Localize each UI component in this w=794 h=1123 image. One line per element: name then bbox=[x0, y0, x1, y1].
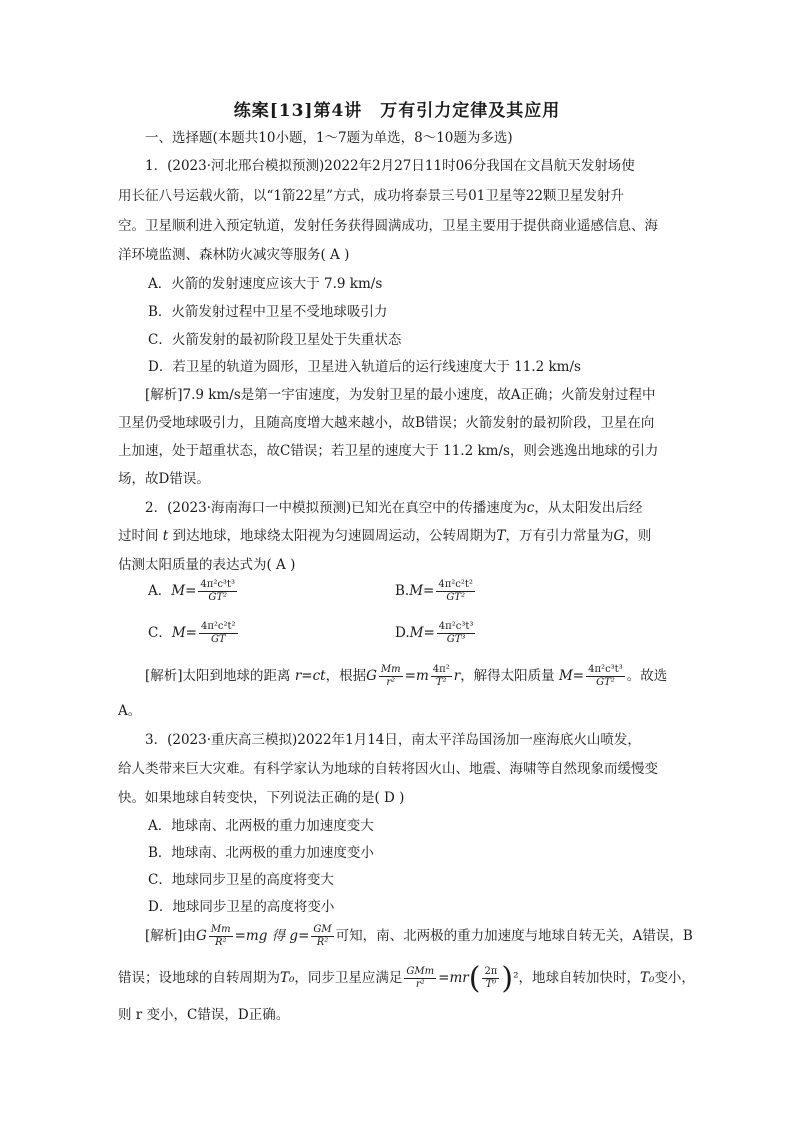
q3-stem-line2: 给人类带来巨大灾难。有科学家认为地球的自转将因火山、地震、海啸等自然现象而缓慢变 bbox=[118, 761, 658, 777]
q2-option-c: C．M= $\frac{\text{4π²c²t²}}{GT}$ bbox=[148, 621, 236, 645]
q1-option-d: D．若卫星的轨道为圆形，卫星进入轨道后的运行线速度大于 11.2 km/s bbox=[148, 359, 581, 375]
page-title: 练案[13]第4讲 万有引力定律及其应用 bbox=[233, 101, 561, 121]
q3-option-d: D．地球同步卫星的高度将变小 bbox=[148, 899, 335, 915]
q2-option-d: D.M= $\frac{\text{4π²c³t³}}{\text{GT³}}$ bbox=[395, 621, 474, 645]
q1-option-c: C．火箭发射的最初阶段卫星处于失重状态 bbox=[148, 332, 402, 348]
q1-stem-line1: 1．(2023·河北邢台模拟预测)2022年2月27日11时06分我国在文昌航天发射场使 bbox=[145, 158, 635, 174]
q3-explanation-line3: 则 r 变小，C错误，D正确。 bbox=[118, 1007, 290, 1023]
q2-stem-line1: 2．(2023·海南海口一中模拟预测)已知光在真空中的传播速度为c，从太阳发出后经 bbox=[145, 500, 643, 516]
q1-option-b: B．火箭发射过程中卫星不受地球吸引力 bbox=[148, 304, 388, 320]
q3-option-c: C．地球同步卫星的高度将变大 bbox=[148, 872, 334, 888]
q1-stem-line3: 空。卫星顺利进入预定轨道，发射任务获得圆满成功，卫星主要用于提供商业遥感信息、海 bbox=[118, 218, 658, 234]
q2-stem-line2: 过时间 t 到达地球，地球绕太阳视为匀速圆周运动，公转周期为T，万有引力常量为G，则 bbox=[118, 528, 652, 544]
q2-stem-line3: 估测太阳质量的表达式为( A ) bbox=[118, 557, 296, 573]
q3-stem-line3: 快。如果地球自转变快，下列说法正确的是( D ) bbox=[118, 790, 405, 806]
q2-explanation-line2: A。 bbox=[118, 703, 142, 719]
q3-option-a: A．地球南、北两极的重力加速度变大 bbox=[148, 818, 374, 834]
q1-explanation-line3: 上加速，处于超重状态，故C错误；若卫星的速度大于 11.2 km/s，则会逃逸出地球的引力 bbox=[118, 443, 659, 459]
q3-explanation-line1: [解析]由G $\frac{Mm}{\text{R²}}$ =mg 得 g= $\frac{GM}{\text{R²}}$ 可知，南、北两极的重力加速度与地球自转无关，A错误，B bbox=[145, 924, 693, 948]
q1-stem-line2: 用长征八号运载火箭，以“1箭22星”方式，成功将泰景三号01卫星等22颗卫星发射升 bbox=[118, 188, 624, 204]
section-heading: 一、选择题(本题共10小题，1～7题为单选，8～10题为多选) bbox=[145, 130, 513, 146]
q1-stem-line4: 洋环境监测、森林防火减灾等服务( A ) bbox=[118, 247, 350, 263]
right-paren-icon: ) bbox=[501, 960, 514, 996]
q2-option-a: A．M= $\frac{\text{4π²c³t³}}{\text{GT²}}$ bbox=[148, 579, 235, 603]
q2-option-b: B.M= $\frac{\text{4π²c²t²}}{\text{GT²}}$ bbox=[395, 579, 473, 603]
q1-explanation-line1: [解析]7.9 km/s是第一宇宙速度，为发射卫星的最小速度，故A正确；火箭发射过程中 bbox=[145, 387, 656, 403]
q1-explanation-line2: 卫星仍受地球吸引力，且随高度增大越来越小，故B错误；火箭发射的最初阶段，卫星在向 bbox=[118, 415, 655, 431]
q3-option-b: B．地球南、北两极的重力加速度变小 bbox=[148, 845, 374, 861]
q3-explanation-line2: 错误；设地球的自转周期为T₀，同步卫星应满足 $\frac{\text{GMm}}{\text{r²}}$ =mr( $\frac{2\pi}{\text{T⁰}}$ )²，地球自转加快时，T₀变小， bbox=[118, 960, 695, 996]
q3-stem-line1: 3．(2023·重庆高三模拟)2022年1月14日，南太平洋岛国汤加一座海底火山喷发， bbox=[145, 732, 641, 748]
q1-explanation-line4: 场，故D错误。 bbox=[118, 471, 210, 487]
q2-explanation-line1: [解析]太阳到地球的距离 r=ct，根据G $\frac{Mm}{\text{r²}}$ =m $\frac{\text{4π²}}{\text{T²}}$ r，解得太阳质量 M= $\frac{\text{4π²c³t³}}{\text{GT²}}$ 。故选 bbox=[145, 664, 668, 688]
q1-option-a: A．火箭的发射速度应该大于 7.9 km/s bbox=[148, 276, 383, 292]
left-paren-icon: ( bbox=[468, 960, 481, 996]
